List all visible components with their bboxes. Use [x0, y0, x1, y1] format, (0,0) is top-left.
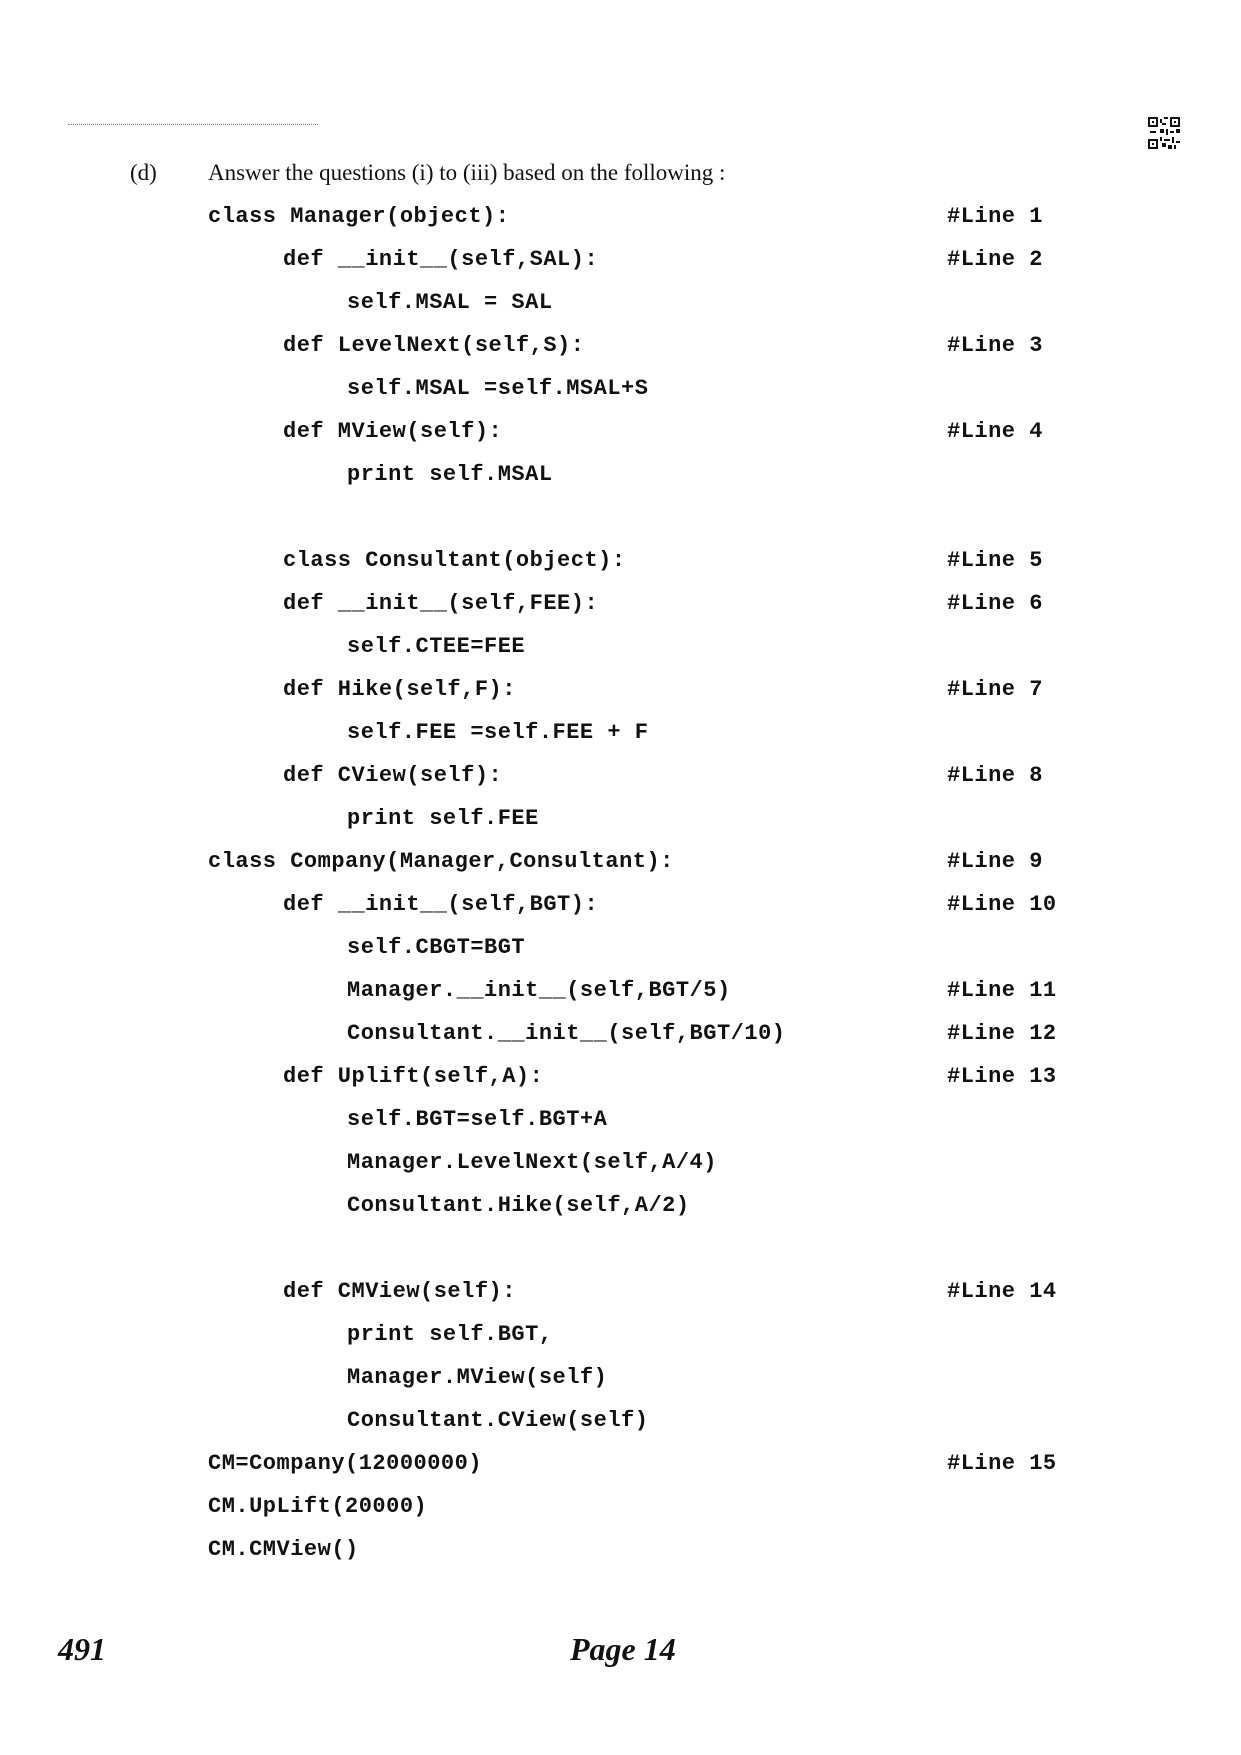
line-tag: #Line 5: [947, 548, 1043, 573]
line-tag: #Line 7: [947, 677, 1043, 702]
code-line: def LevelNext(self,S):: [283, 333, 585, 358]
code-line: Consultant.CView(self): [347, 1408, 649, 1433]
code-line: CM.CMView(): [208, 1537, 359, 1562]
line-tag: #Line 11: [947, 978, 1057, 1003]
code-line: def CView(self):: [283, 763, 503, 788]
code-line: class Company(Manager,Consultant):: [208, 849, 674, 874]
code-line: self.CBGT=BGT: [347, 935, 526, 960]
line-tag: #Line 8: [947, 763, 1043, 788]
code-line: def CMView(self):: [283, 1279, 516, 1304]
code-line: def Uplift(self,A):: [283, 1064, 544, 1089]
code-line: self.MSAL = SAL: [347, 290, 553, 315]
code-line: Consultant.__init__(self,BGT/10): [347, 1021, 786, 1046]
code-line: Manager.LevelNext(self,A/4): [347, 1150, 717, 1175]
code-line: self.BGT=self.BGT+A: [347, 1107, 608, 1132]
line-tag: #Line 15: [947, 1451, 1057, 1476]
page-number: Page 14: [570, 1631, 676, 1667]
line-tag: #Line 2: [947, 247, 1043, 272]
top-dotted-rule: [68, 124, 318, 125]
code-line: class Consultant(object):: [283, 548, 626, 573]
code-line: print self.FEE: [347, 806, 539, 831]
code-line: self.CTEE=FEE: [347, 634, 526, 659]
code-line: print self.BGT,: [347, 1322, 553, 1347]
code-line: class Manager(object):: [208, 204, 510, 229]
code-line: def Hike(self,F):: [283, 677, 516, 702]
question-label: (d): [130, 160, 157, 185]
code-line: CM.UpLift(20000): [208, 1494, 428, 1519]
line-tag: #Line 1: [947, 204, 1043, 229]
code-line: Manager.__init__(self,BGT/5): [347, 978, 731, 1003]
line-tag: #Line 13: [947, 1064, 1057, 1089]
question-prompt: Answer the questions (i) to (iii) based on the following :: [208, 160, 726, 185]
code-line: self.FEE =self.FEE + F: [347, 720, 649, 745]
line-tag: #Line 14: [947, 1279, 1057, 1304]
question-paper-code: 491: [58, 1631, 106, 1667]
code-line: def MView(self):: [283, 419, 503, 444]
code-line: Manager.MView(self): [347, 1365, 608, 1390]
code-line: Consultant.Hike(self,A/2): [347, 1193, 690, 1218]
line-tag: #Line 4: [947, 419, 1043, 444]
qr-code-icon: [1148, 117, 1180, 149]
code-line: def __init__(self,SAL):: [283, 247, 599, 272]
code-line: def __init__(self,BGT):: [283, 892, 599, 917]
code-line: CM=Company(12000000): [208, 1451, 483, 1476]
line-tag: #Line 3: [947, 333, 1043, 358]
code-line: def __init__(self,FEE):: [283, 591, 599, 616]
line-tag: #Line 10: [947, 892, 1057, 917]
line-tag: #Line 12: [947, 1021, 1057, 1046]
line-tag: #Line 6: [947, 591, 1043, 616]
line-tag: #Line 9: [947, 849, 1043, 874]
code-line: print self.MSAL: [347, 462, 553, 487]
code-line: self.MSAL =self.MSAL+S: [347, 376, 649, 401]
